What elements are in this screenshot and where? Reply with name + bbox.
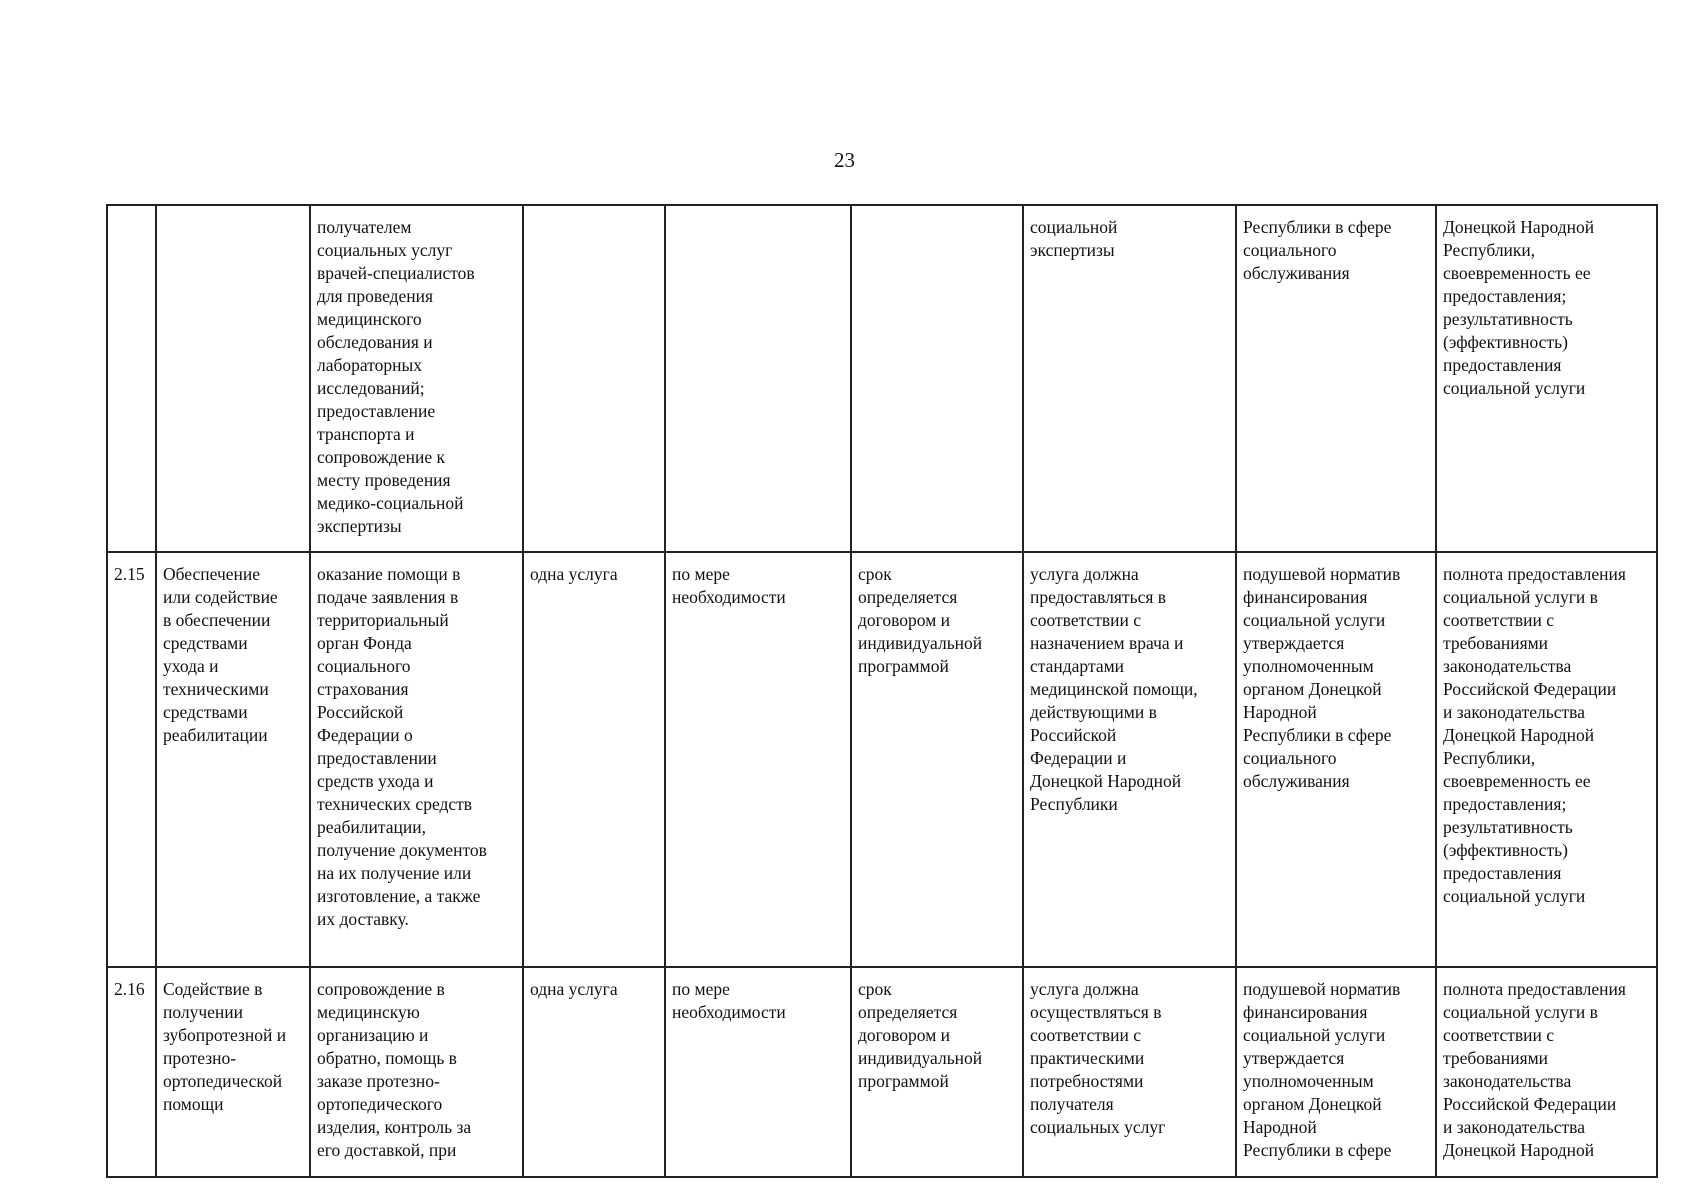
table-row bbox=[107, 205, 1657, 552]
page-number: 23 bbox=[834, 148, 855, 172]
service-number-cell: 2.16 bbox=[107, 967, 156, 1177]
service-name-cell: Обеспечение или содействие в обеспечении средствами ухода и техническими средствами реабилитации bbox=[156, 552, 310, 967]
service-financing-cell: Республики в сфере социального обслуживания bbox=[1236, 205, 1436, 552]
table-row bbox=[107, 967, 1657, 1177]
service-financing-cell: подушевой норматив финансирования социальной услуги утверждается уполномоченным органом Донецкой Народной Республики в сфере социального обслуживания bbox=[1236, 552, 1436, 967]
table-row bbox=[107, 552, 1657, 967]
service-term-cell: срок определяется договором и индивидуальной программой bbox=[851, 552, 1023, 967]
service-financing-cell: подушевой норматив финансирования социальной услуги утверждается уполномоченным органом Донецкой Народной Республики в сфере bbox=[1236, 967, 1436, 1177]
service-name-cell: Содействие в получении зубопротезной и протезно- ортопедической помощи bbox=[156, 967, 310, 1177]
service-frequency-cell bbox=[665, 205, 851, 552]
service-quality-cell: Донецкой Народной Республики, своевременность ее предоставления; результативность (эффективность) предоставления социальной услуги bbox=[1436, 205, 1657, 552]
service-quality-cell: полнота предоставления социальной услуги в соответствии с требованиями законодательства Российской Федерации и законодательства Донецкой Народной bbox=[1436, 967, 1657, 1177]
service-conditions-cell: услуга должна предоставляться в соответствии с назначением врача и стандартами медицинской помощи, действующими в Российской Федерации и Донецкой Народной Республики bbox=[1023, 552, 1236, 967]
services-table bbox=[106, 204, 1658, 1178]
service-description-cell: сопровождение в медицинскую организацию и обратно, помощь в заказе протезно- ортопедического изделия, контроль за его доставкой, при bbox=[310, 967, 523, 1177]
service-name-cell bbox=[156, 205, 310, 552]
service-conditions-cell: социальной экспертизы bbox=[1023, 205, 1236, 552]
service-quality-cell: полнота предоставления социальной услуги в соответствии с требованиями законодательства Российской Федерации и законодательства Донецкой Народной Республики, своевременность ее предоставления; результативность (эффективность) предоставления социальной услуги bbox=[1436, 552, 1657, 967]
service-number-cell: 2.15 bbox=[107, 552, 156, 967]
service-volume-cell: одна услуга bbox=[523, 967, 665, 1177]
service-frequency-cell: по мере необходимости bbox=[665, 967, 851, 1177]
service-term-cell bbox=[851, 205, 1023, 552]
services-table-wrapper bbox=[106, 204, 1658, 1178]
service-term-cell: срок определяется договором и индивидуальной программой bbox=[851, 967, 1023, 1177]
service-frequency-cell: по мере необходимости bbox=[665, 552, 851, 967]
service-number-cell bbox=[107, 205, 156, 552]
service-description-cell: оказание помощи в подаче заявления в территориальный орган Фонда социального страхования Российской Федерации о предоставлении средств ухода и технических средств реабилитации, получение документов на их получение или изготовление, а также их доставку. bbox=[310, 552, 523, 967]
service-volume-cell bbox=[523, 205, 665, 552]
service-conditions-cell: услуга должна осуществляться в соответствии с практическими потребностями получателя социальных услуг bbox=[1023, 967, 1236, 1177]
service-description-cell: получателем социальных услуг врачей-специалистов для проведения медицинского обследования и лабораторных исследований; предоставление транспорта и сопровождение к месту проведения медико-социальной экспертизы bbox=[310, 205, 523, 552]
service-volume-cell: одна услуга bbox=[523, 552, 665, 967]
